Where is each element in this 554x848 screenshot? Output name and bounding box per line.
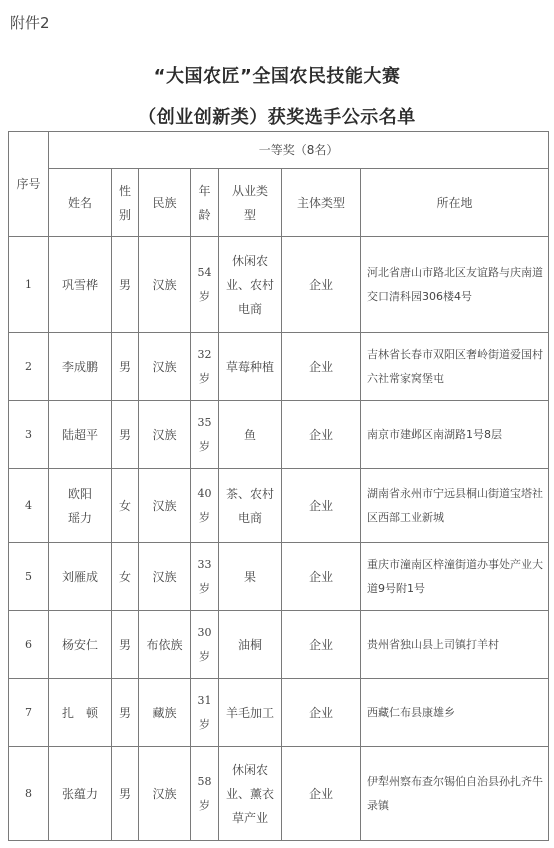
gender-cell: 男 <box>112 237 139 333</box>
ethnicity-cell: 布依族 <box>139 611 191 679</box>
ethnicity-cell: 藏族 <box>139 679 191 747</box>
seq-cell: 2 <box>9 333 49 401</box>
name-cell: 陆超平 <box>49 401 112 469</box>
table-row <box>9 679 549 747</box>
gender-cell: 男 <box>112 679 139 747</box>
gender-header: 性 别 <box>112 169 139 237</box>
prize-header-row <box>9 132 549 169</box>
ethnicity-cell: 汉族 <box>139 747 191 841</box>
industry-cell: 羊毛加工 <box>219 679 282 747</box>
industry-cell: 油桐 <box>219 611 282 679</box>
gender-cell: 男 <box>112 747 139 841</box>
prize-header: 一等奖（8名） <box>49 132 549 169</box>
seq-cell: 6 <box>9 611 49 679</box>
industry-cell: 茶、农村 电商 <box>219 469 282 543</box>
ethnicity-cell: 汉族 <box>139 543 191 611</box>
ethnicity-cell: 汉族 <box>139 401 191 469</box>
page-subtitle: （创业创新类）获奖选手公示名单 <box>138 107 416 128</box>
name-cell: 扎 顿 <box>49 679 112 747</box>
industry-cell: 果 <box>219 543 282 611</box>
entity-cell: 企业 <box>282 333 361 401</box>
location-cell: 河北省唐山市路北区友谊路与庆南道交口清科园306楼4号 <box>361 237 549 333</box>
ethnicity-cell: 汉族 <box>139 237 191 333</box>
location-cell: 湖南省永州市宁远县桐山街道宝塔社区西部工业新城 <box>361 469 549 543</box>
table-row <box>9 333 549 401</box>
location-header: 所在地 <box>361 169 549 237</box>
seq-cell: 7 <box>9 679 49 747</box>
table-row <box>9 611 549 679</box>
name-cell: 刘雁成 <box>49 543 112 611</box>
location-cell: 西藏仁布县康雄乡 <box>361 679 549 747</box>
name-cell: 张蕴力 <box>49 747 112 841</box>
table-row <box>9 469 549 543</box>
location-cell: 贵州省独山县上司镇打羊村 <box>361 611 549 679</box>
gender-cell: 女 <box>112 543 139 611</box>
industry-cell: 休闲农 业、薰衣 草产业 <box>219 747 282 841</box>
gender-cell: 男 <box>112 401 139 469</box>
seq-cell: 3 <box>9 401 49 469</box>
table-row <box>9 401 549 469</box>
gender-cell: 男 <box>112 611 139 679</box>
entity-cell: 企业 <box>282 611 361 679</box>
entity-cell: 企业 <box>282 401 361 469</box>
location-cell: 吉林省长春市双阳区奢岭街道爱国村六社常家窝堡屯 <box>361 333 549 401</box>
entity-cell: 企业 <box>282 747 361 841</box>
ethnicity-cell: 汉族 <box>139 469 191 543</box>
age-cell: 54 岁 <box>191 237 219 333</box>
attachment-label: 附件2 <box>10 14 50 32</box>
age-cell: 40 岁 <box>191 469 219 543</box>
industry-cell: 草莓种植 <box>219 333 282 401</box>
table-row <box>9 747 549 841</box>
location-cell: 南京市建邺区南湖路1号8层 <box>361 401 549 469</box>
age-cell: 33 岁 <box>191 543 219 611</box>
seq-cell: 8 <box>9 747 49 841</box>
age-cell: 30 岁 <box>191 611 219 679</box>
entity-header: 主体类型 <box>282 169 361 237</box>
age-cell: 58 岁 <box>191 747 219 841</box>
page-title: “大国农匠”全国农民技能大赛 <box>153 66 401 87</box>
table-row <box>9 237 549 333</box>
gender-cell: 男 <box>112 333 139 401</box>
column-header-row <box>9 169 549 237</box>
age-header: 年 龄 <box>191 169 219 237</box>
table-row <box>9 543 549 611</box>
ethnicity-cell: 汉族 <box>139 333 191 401</box>
name-cell: 巩雪桦 <box>49 237 112 333</box>
industry-cell: 休闲农 业、农村 电商 <box>219 237 282 333</box>
entity-cell: 企业 <box>282 543 361 611</box>
seq-header: 序号 <box>9 132 49 237</box>
age-cell: 32 岁 <box>191 333 219 401</box>
ethnicity-header: 民族 <box>139 169 191 237</box>
name-header: 姓名 <box>49 169 112 237</box>
industry-header: 从业类 型 <box>219 169 282 237</box>
age-cell: 35 岁 <box>191 401 219 469</box>
entity-cell: 企业 <box>282 469 361 543</box>
name-cell: 欧阳 瑶力 <box>49 469 112 543</box>
age-cell: 31 岁 <box>191 679 219 747</box>
industry-cell: 鱼 <box>219 401 282 469</box>
seq-cell: 4 <box>9 469 49 543</box>
location-cell: 伊犁州察布查尔锡伯自治县孙扎齐牛录镇 <box>361 747 549 841</box>
winners-table <box>8 131 549 841</box>
name-cell: 杨安仁 <box>49 611 112 679</box>
name-cell: 李成鹏 <box>49 333 112 401</box>
entity-cell: 企业 <box>282 237 361 333</box>
seq-cell: 1 <box>9 237 49 333</box>
gender-cell: 女 <box>112 469 139 543</box>
location-cell: 重庆市潼南区梓潼街道办事处产业大道9号附1号 <box>361 543 549 611</box>
entity-cell: 企业 <box>282 679 361 747</box>
seq-cell: 5 <box>9 543 49 611</box>
